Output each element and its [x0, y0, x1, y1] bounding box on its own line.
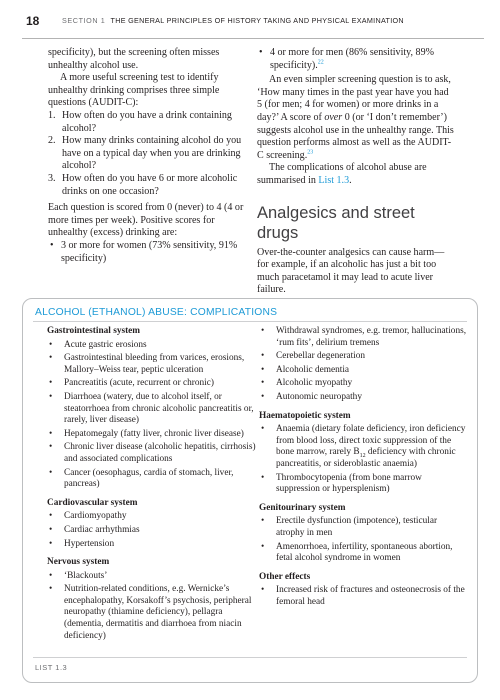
other-effects-group	[259, 572, 467, 609]
list-item: • Cardiomyopathy	[47, 511, 259, 523]
list-item: • Erectile dysfunction (impotence), testicular atrophy in men	[259, 516, 467, 539]
list-item: 2. How many drinks containing alcohol do you have on a typical day when you are drinking alcohol?	[48, 135, 242, 172]
page-number: 18	[26, 14, 40, 28]
list-item: • Autonomic neuropathy	[259, 392, 467, 404]
nervous-group-continued	[259, 326, 467, 404]
paragraph: Each question is scored from 0 (never) to 4 (4 or more times per week). Positive scores for unhealthy (excess) drinking are:	[48, 202, 244, 239]
list-item: • 4 or more for men (86% sensitivity, 89% specificity).$^{22}$	[257, 47, 455, 72]
section-prefix: SECTION 1	[62, 16, 106, 25]
paragraph: An even simpler screening question is to ask, ‘How many times in the past year have you had 5 (for men; 4 for women) or more drinks in a day?’ A score of over 0 (or ‘I don’t remember’) suggests alcohol use in the unhealthy range. This question performs almost as well as the AUDIT-C screening.$^{23}$	[257, 74, 454, 161]
list-item: • Cerebellar degeneration	[259, 351, 467, 363]
list-item: • Acute gastric erosions	[47, 340, 259, 352]
reference-superscript: 22	[317, 59, 324, 66]
box-title: ALCOHOL (ETHANOL) ABUSE: COMPLICATIONS	[35, 307, 278, 318]
list-item: • Alcoholic myopathy	[259, 378, 467, 390]
section-running-head	[62, 16, 404, 25]
list-item: • Anaemia (dietary folate deficiency, iron deficiency from blood loss, direct toxic suppression of the bone marrow, rarely $B_{12}$ deficiency with chronic pancreatitis, or sideroblastic anaemia)	[259, 424, 467, 470]
header-rule	[22, 38, 484, 39]
list-item: • Amenorrhoea, infertility, spontaneous abortion, fetal alcohol syndrome in women	[259, 542, 467, 565]
list-item: • Cardiac arrhythmias	[47, 525, 259, 537]
gastrointestinal-group	[47, 326, 259, 491]
page-header	[26, 14, 466, 30]
box-right-column	[259, 326, 467, 615]
box-title-rule	[33, 321, 467, 322]
paragraph: The complications of alcohol abuse are summarised in List 1.3.	[257, 162, 427, 186]
section-heading: Analgesics and street drugs	[257, 203, 415, 242]
group-heading: Other effects	[259, 571, 311, 582]
group-heading: Cardiovascular system	[47, 497, 138, 508]
list-item: • Nutrition-related conditions, e.g. Wernicke’s encephalopathy, Korsakoff’s psychosis, peripheral neuropathy (thiamine deficiency), pellagra (dementia, dermatitis and diarrhoea from niacin deficiency)	[47, 584, 259, 642]
list-1-3-link[interactable]: List 1.3	[318, 174, 350, 186]
list-item: • Cancer (oesophagus, cardia of stomach, liver, pancreas)	[47, 468, 259, 491]
list-item: • ‘Blackouts’	[47, 571, 259, 583]
list-item: • Thrombocytopenia (from bone marrow suppression or hypersplenism)	[259, 473, 467, 496]
group-heading: Nervous system	[47, 557, 110, 568]
paragraph: A more useful screening test to identify unhealthy drinking comprises three simple questions (AUDIT-C):	[48, 72, 220, 109]
list-item: • Hypertension	[47, 539, 259, 551]
reference-superscript: 23	[307, 149, 314, 156]
list-item: 1. How often do you have a drink containing alcohol?	[48, 109, 232, 134]
paragraph: specificity), but the screening often misses unhealthy alcohol use.	[48, 47, 220, 71]
list-item: • Alcoholic dementia	[259, 365, 467, 377]
list-item: • Chronic liver disease (alcoholic hepatitis, cirrhosis) and associated complications	[47, 442, 259, 465]
score-list	[48, 240, 244, 265]
list-item: • Withdrawal syndromes, e.g. tremor, hallucinations, ‘rum fits’, delirium tremens	[259, 326, 467, 349]
paragraph: Over-the-counter analgesics can cause harm—for example, if an alcoholic has just a bit too much paracetamol it may lead to acute liver failure.	[257, 246, 445, 296]
nervous-group	[47, 557, 259, 642]
left-column	[48, 47, 244, 265]
genitourinary-group	[259, 503, 467, 565]
group-heading: Haematopoietic system	[259, 410, 351, 421]
box-footer-rule	[33, 657, 467, 658]
audit-c-questions	[48, 110, 244, 198]
list-item: • Diarrhoea (watery, due to alcohol itself, or steatorrhoea from chronic alcoholic pancreatitis or, rarely, liver disease)	[47, 392, 259, 427]
list-item: • Increased risk of fractures and osteonecrosis of the femoral head	[259, 585, 467, 608]
score-list-continued	[257, 47, 455, 72]
section-title: THE GENERAL PRINCIPLES OF HISTORY TAKING AND PHYSICAL EXAMINATION	[110, 16, 404, 25]
group-heading: Genitourinary system	[259, 502, 346, 513]
right-column	[257, 47, 455, 297]
complications-box	[22, 298, 478, 683]
list-item: • Hepatomegaly (fatty liver, chronic liver disease)	[47, 429, 259, 441]
list-item: • Gastrointestinal bleeding from varices, erosions, Mallory–Weiss tear, peptic ulceration	[47, 353, 259, 376]
list-item: • Pancreatitis (acute, recurrent or chronic)	[47, 378, 259, 390]
list-item: 3. How often do you have 6 or more alcoholic drinks on one occasion?	[48, 172, 238, 197]
group-heading: Gastrointestinal system	[47, 326, 141, 336]
list-item: • 3 or more for women (73% sensitivity, 91% specificity)	[48, 240, 244, 265]
cardiovascular-group	[47, 498, 259, 550]
list-label: LIST 1.3	[35, 663, 68, 672]
haematopoietic-group	[259, 411, 467, 496]
box-left-column	[47, 326, 259, 649]
